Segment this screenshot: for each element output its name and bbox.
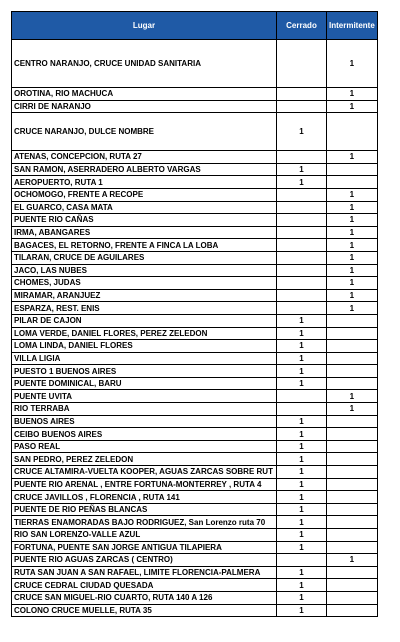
intermitente-cell	[327, 453, 378, 466]
lugar-cell: IRMA, ABANGARES	[12, 226, 277, 239]
intermitente-cell: 1	[327, 40, 378, 88]
intermitente-cell: 1	[327, 201, 378, 214]
intermitente-cell	[327, 591, 378, 604]
table-row	[12, 314, 378, 327]
table-row	[12, 302, 378, 315]
intermitente-cell	[327, 365, 378, 378]
cerrado-cell: 1	[277, 440, 327, 453]
table-row	[12, 566, 378, 579]
table-row	[12, 151, 378, 164]
cerrado-cell: 1	[277, 365, 327, 378]
cerrado-cell: 1	[277, 604, 327, 617]
cerrado-cell	[277, 277, 327, 290]
cerrado-cell: 1	[277, 340, 327, 353]
cerrado-cell	[277, 239, 327, 252]
cerrado-cell: 1	[277, 478, 327, 491]
lugar-cell: RIO SAN LORENZO-VALLE AZUL	[12, 529, 277, 542]
cerrado-cell	[277, 151, 327, 164]
intermitente-cell	[327, 352, 378, 365]
intermitente-cell: 1	[327, 289, 378, 302]
intermitente-cell	[327, 466, 378, 479]
cerrado-cell: 1	[277, 428, 327, 441]
cerrado-cell	[277, 100, 327, 113]
table-row	[12, 239, 378, 252]
lugar-cell: CHOMES, JUDAS	[12, 277, 277, 290]
cerrado-cell	[277, 289, 327, 302]
table-row	[12, 251, 378, 264]
lugar-cell: JACO, LAS NUBES	[12, 264, 277, 277]
lugar-cell: OROTINA, RIO MACHUCA	[12, 88, 277, 101]
table-row	[12, 176, 378, 189]
lugar-cell: PUENTE DOMINICAL, BARU	[12, 377, 277, 390]
intermitente-cell: 1	[327, 188, 378, 201]
lugar-cell: LOMA LINDA, DANIEL FLORES	[12, 340, 277, 353]
intermitente-cell: 1	[327, 302, 378, 315]
intermitente-cell	[327, 478, 378, 491]
header-row	[12, 12, 378, 40]
intermitente-cell: 1	[327, 100, 378, 113]
table-row	[12, 40, 378, 88]
lugar-cell: TIERRAS ENAMORADAS BAJO RODRIGUEZ, San Lorenzo ruta 70	[12, 516, 277, 529]
intermitente-cell	[327, 340, 378, 353]
cerrado-cell	[277, 403, 327, 416]
cerrado-cell: 1	[277, 352, 327, 365]
table-row	[12, 377, 378, 390]
lugar-cell: PUENTE RIO CAÑAS	[12, 214, 277, 227]
intermitente-cell	[327, 113, 378, 151]
intermitente-cell	[327, 428, 378, 441]
table-row	[12, 503, 378, 516]
table-row	[12, 516, 378, 529]
table-row	[12, 327, 378, 340]
lugar-cell: SAN PEDRO, PEREZ ZELEDON	[12, 453, 277, 466]
intermitente-cell	[327, 176, 378, 189]
lugar-cell: BUENOS AIRES	[12, 415, 277, 428]
lugar-cell: MIRAMAR, ARANJUEZ	[12, 289, 277, 302]
cerrado-cell	[277, 88, 327, 101]
cerrado-cell	[277, 40, 327, 88]
table-row	[12, 277, 378, 290]
cerrado-cell: 1	[277, 503, 327, 516]
table-row	[12, 289, 378, 302]
cerrado-cell: 1	[277, 377, 327, 390]
table-row	[12, 591, 378, 604]
cerrado-cell	[277, 226, 327, 239]
intermitente-cell: 1	[327, 390, 378, 403]
table-row	[12, 88, 378, 101]
table-row	[12, 491, 378, 504]
table-row	[12, 201, 378, 214]
cerrado-cell: 1	[277, 579, 327, 592]
lugar-cell: PUESTO 1 BUENOS AIRES	[12, 365, 277, 378]
lugar-cell: PASO REAL	[12, 440, 277, 453]
intermitente-cell	[327, 440, 378, 453]
lugar-cell: PUENTE RIO AGUAS ZARCAS ( CENTRO)	[12, 554, 277, 567]
cerrado-cell: 1	[277, 453, 327, 466]
table-row	[12, 415, 378, 428]
table-row	[12, 390, 378, 403]
intermitente-cell: 1	[327, 277, 378, 290]
cerrado-cell	[277, 302, 327, 315]
lugar-cell: CRUCE NARANJO, DULCE NOMBRE	[12, 113, 277, 151]
table-row	[12, 440, 378, 453]
intermitente-cell: 1	[327, 251, 378, 264]
lugar-cell: SAN RAMON, ASERRADERO ALBERTO VARGAS	[12, 163, 277, 176]
table-row	[12, 428, 378, 441]
table-row	[12, 403, 378, 416]
cerrado-cell	[277, 264, 327, 277]
lugar-cell: CIRRI DE NARANJO	[12, 100, 277, 113]
intermitente-cell	[327, 314, 378, 327]
table-row	[12, 163, 378, 176]
intermitente-cell: 1	[327, 239, 378, 252]
intermitente-cell: 1	[327, 403, 378, 416]
table-row	[12, 529, 378, 542]
cerrado-cell: 1	[277, 566, 327, 579]
header-lugar: Lugar	[12, 12, 277, 40]
lugar-cell: CRUCE ALTAMIRA-VUELTA KOOPER, AGUAS ZARCAS SOBRE RUT	[12, 466, 277, 479]
lugar-cell: AEROPUERTO, RUTA 1	[12, 176, 277, 189]
cerrado-cell: 1	[277, 314, 327, 327]
intermitente-cell	[327, 377, 378, 390]
cerrado-cell	[277, 214, 327, 227]
table-row	[12, 113, 378, 151]
cerrado-cell	[277, 188, 327, 201]
intermitente-cell	[327, 604, 378, 617]
intermitente-cell	[327, 503, 378, 516]
cerrado-cell: 1	[277, 163, 327, 176]
cerrado-cell	[277, 390, 327, 403]
intermitente-cell	[327, 415, 378, 428]
lugar-cell: OCHOMOGO, FRENTE A RECOPE	[12, 188, 277, 201]
lugar-cell: CENTRO NARANJO, CRUCE UNIDAD SANITARIA	[12, 40, 277, 88]
header-cerrado: Cerrado	[277, 12, 327, 40]
cerrado-cell: 1	[277, 415, 327, 428]
lugar-cell: EL GUARCO, CASA MATA	[12, 201, 277, 214]
lugar-cell: ATENAS, CONCEPCION, RUTA 27	[12, 151, 277, 164]
cerrado-cell	[277, 251, 327, 264]
intermitente-cell	[327, 491, 378, 504]
intermitente-cell: 1	[327, 151, 378, 164]
table-row	[12, 579, 378, 592]
intermitente-cell	[327, 529, 378, 542]
intermitente-cell	[327, 579, 378, 592]
lugar-cell: VILLA LIGIA	[12, 352, 277, 365]
header-intermitente: Intermitente	[327, 12, 378, 40]
table-row	[12, 604, 378, 617]
table-row	[12, 466, 378, 479]
table-row	[12, 264, 378, 277]
lugar-cell: CRUCE SAN MIGUEL-RIO CUARTO, RUTA 140 A 126	[12, 591, 277, 604]
table-row	[12, 478, 378, 491]
intermitente-cell	[327, 566, 378, 579]
cerrado-cell: 1	[277, 591, 327, 604]
table-row	[12, 214, 378, 227]
table-row	[12, 352, 378, 365]
lugar-cell: LOMA VERDE, DANIEL FLORES, PEREZ ZELEDON	[12, 327, 277, 340]
lugar-cell: RIO TERRABA	[12, 403, 277, 416]
intermitente-cell: 1	[327, 554, 378, 567]
cerrado-cell: 1	[277, 113, 327, 151]
table-body	[12, 40, 378, 617]
table-row	[12, 188, 378, 201]
lugar-cell: PUENTE RIO ARENAL , ENTRE FORTUNA-MONTERREY , RUTA 4	[12, 478, 277, 491]
table-row	[12, 365, 378, 378]
lugar-cell: PILAR DE CAJON	[12, 314, 277, 327]
intermitente-cell: 1	[327, 264, 378, 277]
cerrado-cell	[277, 554, 327, 567]
lugar-cell: CRUCE JAVILLOS , FLORENCIA , RUTA 141	[12, 491, 277, 504]
intermitente-cell: 1	[327, 214, 378, 227]
lugar-cell: CRUCE CEDRAL CIUDAD QUESADA	[12, 579, 277, 592]
intermitente-cell	[327, 541, 378, 554]
lugar-cell: FORTUNA, PUENTE SAN JORGE ANTIGUA TILAPIERA	[12, 541, 277, 554]
lugar-cell: ESPARZA, REST. ENIS	[12, 302, 277, 315]
cerrado-cell	[277, 201, 327, 214]
cerrado-cell: 1	[277, 466, 327, 479]
lugar-cell: PUENTE UVITA	[12, 390, 277, 403]
intermitente-cell	[327, 163, 378, 176]
table-row	[12, 453, 378, 466]
cerrado-cell: 1	[277, 516, 327, 529]
intermitente-cell	[327, 516, 378, 529]
intermitente-cell	[327, 327, 378, 340]
table-row	[12, 100, 378, 113]
intermitente-cell: 1	[327, 226, 378, 239]
cerrado-cell: 1	[277, 327, 327, 340]
table-row	[12, 226, 378, 239]
lugar-cell: RUTA SAN JUAN A SAN RAFAEL, LIMITE FLORENCIA-PALMERA	[12, 566, 277, 579]
intermitente-cell: 1	[327, 88, 378, 101]
lugar-cell: PUENTE DE RIO PEÑAS BLANCAS	[12, 503, 277, 516]
closures-table	[11, 11, 378, 617]
cerrado-cell: 1	[277, 176, 327, 189]
cerrado-cell: 1	[277, 491, 327, 504]
lugar-cell: COLONO CRUCE MUELLE, RUTA 35	[12, 604, 277, 617]
table-row	[12, 554, 378, 567]
table-row	[12, 340, 378, 353]
lugar-cell: CEIBO BUENOS AIRES	[12, 428, 277, 441]
cerrado-cell: 1	[277, 541, 327, 554]
cerrado-cell: 1	[277, 529, 327, 542]
table-row	[12, 541, 378, 554]
lugar-cell: TILARAN, CRUCE DE AGUILARES	[12, 251, 277, 264]
lugar-cell: BAGACES, EL RETORNO, FRENTE A FINCA LA LOBA	[12, 239, 277, 252]
